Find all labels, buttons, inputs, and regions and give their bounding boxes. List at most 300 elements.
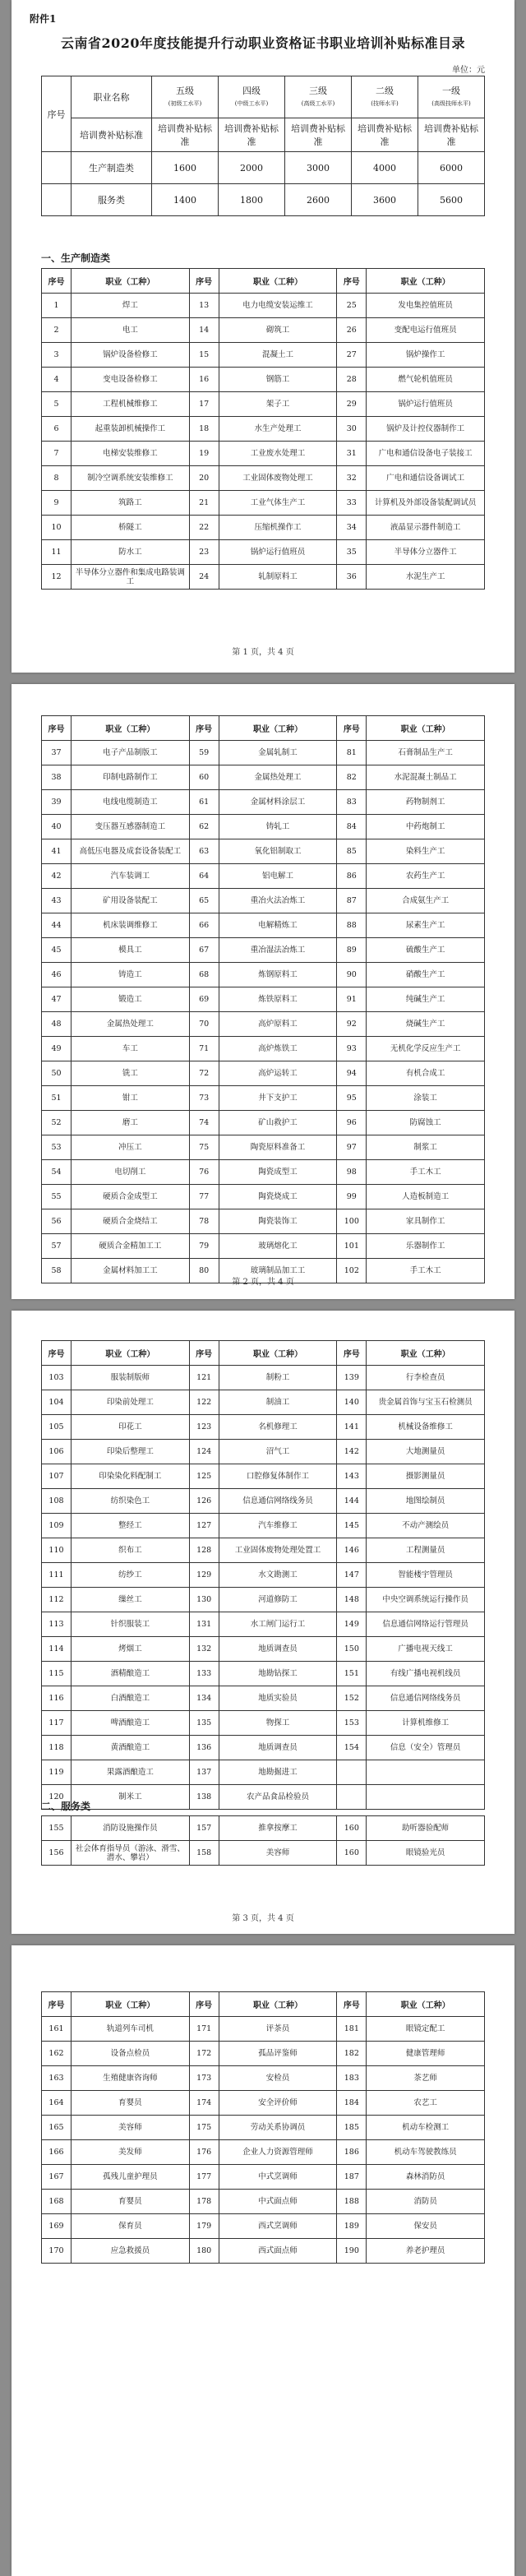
table-row [42, 1662, 485, 1686]
table-row [42, 864, 485, 889]
occupation-name: 机械设备维修工 [367, 1415, 485, 1440]
row-number: 107 [42, 1464, 72, 1489]
row-number: 32 [337, 466, 367, 491]
occupation-name: 尿素生产工 [367, 913, 485, 938]
table-row [42, 540, 485, 565]
row-number: 160 [337, 1841, 367, 1866]
table-row [42, 889, 485, 913]
row-number: 124 [189, 1440, 219, 1464]
table-row [42, 1185, 485, 1209]
occupation-name: 信息通信网络运行管理员 [367, 1612, 485, 1637]
row-number: 53 [42, 1135, 72, 1160]
col-header-job: 职业（工种） [72, 716, 190, 741]
subsidy-header: 培训费补贴标准 [352, 118, 418, 152]
row-number: 52 [42, 1111, 72, 1135]
row-number: 161 [42, 2017, 72, 2042]
occupation-name: 眼镜定配工 [367, 2017, 485, 2042]
table-row [42, 76, 485, 118]
row-number [337, 1760, 367, 1785]
row-number: 6 [42, 417, 72, 442]
occupation-name: 硝酸生产工 [367, 963, 485, 987]
row-number: 106 [42, 1440, 72, 1464]
occupation-name: 陶瓷烧成工 [219, 1185, 337, 1209]
occupation-name: 电线电缆制造工 [72, 790, 190, 815]
table-row [42, 1841, 485, 1866]
row-number: 46 [42, 963, 72, 987]
occupation-name: 铣工 [72, 1061, 190, 1086]
occupation-table [41, 715, 485, 1283]
occupation-name: 黄酒酿造工 [72, 1736, 190, 1760]
row-number: 156 [42, 1841, 72, 1866]
occupation-name: 无机化学反应生产工 [367, 1037, 485, 1061]
row-number: 189 [337, 2214, 367, 2239]
row-number: 92 [337, 1012, 367, 1037]
row-number: 163 [42, 2066, 72, 2091]
row-number: 58 [42, 1259, 72, 1283]
table-row [42, 913, 485, 938]
occupation-name: 炼钢原料工 [219, 963, 337, 987]
occupation-name: 电梯安装维修工 [72, 442, 190, 466]
table-row [42, 938, 485, 963]
row-number: 119 [42, 1760, 72, 1785]
row-number: 4 [42, 368, 72, 392]
row-number: 147 [337, 1563, 367, 1588]
row-number: 96 [337, 1111, 367, 1135]
row-number: 184 [337, 2091, 367, 2116]
row-number: 99 [337, 1185, 367, 1209]
table-row [42, 2116, 485, 2140]
row-number: 182 [337, 2042, 367, 2066]
occupation-name: 炼铁原料工 [219, 987, 337, 1012]
document-title: 云南省2020年度技能提升行动职业资格证书职业培训补贴标准目录 [60, 35, 466, 51]
subsidy-header: 培训费补贴标准 [285, 118, 352, 152]
occupation-name: 农艺工 [367, 2091, 485, 2116]
row-number: 41 [42, 839, 72, 864]
row-number: 24 [189, 565, 219, 590]
row-number: 111 [42, 1563, 72, 1588]
occupation-name: 高炉原料工 [219, 1012, 337, 1037]
row-number: 162 [42, 2042, 72, 2066]
occupation-name: 金属材料涂层工 [219, 790, 337, 815]
table-row [42, 1440, 485, 1464]
occupation-name: 水泥混凝土制品工 [367, 765, 485, 790]
col-header-no: 序号 [189, 716, 219, 741]
table-row [42, 2165, 485, 2190]
col-header-no: 序号 [337, 1992, 367, 2017]
row-number: 183 [337, 2066, 367, 2091]
row-number: 142 [337, 1440, 367, 1464]
occupation-name: 广播电视天线工 [367, 1637, 485, 1662]
table-row [42, 118, 485, 152]
occupation-name: 酒精酿造工 [72, 1662, 190, 1686]
occupation-name: 防水工 [72, 540, 190, 565]
col-header-job: 职业（工种） [367, 269, 485, 294]
level-header: 五级 (初级工水平) [152, 76, 219, 118]
row-number: 77 [189, 1185, 219, 1209]
occupation-name: 地勘掘进工 [219, 1760, 337, 1785]
row-number: 64 [189, 864, 219, 889]
occupation-name: 变配电运行值班员 [367, 318, 485, 343]
occupation-name: 机动车检测工 [367, 2116, 485, 2140]
occupation-name: 金属热处理工 [219, 765, 337, 790]
occupation-name: 高炉运转工 [219, 1061, 337, 1086]
row-number: 190 [337, 2239, 367, 2264]
row-number: 171 [189, 2017, 219, 2042]
occupation-name: 磨工 [72, 1111, 190, 1135]
row-number: 76 [189, 1160, 219, 1185]
row-number: 11 [42, 540, 72, 565]
subsidy-value: 2000 [219, 152, 285, 184]
occupation-name: 桥隧工 [72, 516, 190, 540]
row-number: 155 [42, 1816, 72, 1841]
table-header-row [42, 1341, 485, 1366]
row-number: 104 [42, 1390, 72, 1415]
row-number: 105 [42, 1415, 72, 1440]
row-number: 166 [42, 2140, 72, 2165]
page-1 [12, 0, 514, 673]
subsidy-header: 培训费补贴标准 [418, 118, 485, 152]
occupation-name: 口腔修复体制作工 [219, 1464, 337, 1489]
table-row [42, 1012, 485, 1037]
occupation-name: 铸造工 [72, 963, 190, 987]
table-row [42, 1086, 485, 1111]
table-row [42, 1111, 485, 1135]
row-number: 164 [42, 2091, 72, 2116]
row-number: 177 [189, 2165, 219, 2190]
occupation-name: 保育员 [72, 2214, 190, 2239]
occupation-name: 石膏制品生产工 [367, 741, 485, 765]
row-number: 125 [189, 1464, 219, 1489]
occupation-name: 架子工 [219, 392, 337, 417]
table-row [42, 1390, 485, 1415]
row-number: 56 [42, 1209, 72, 1234]
occupation-name: 信息通信网络线务员 [367, 1686, 485, 1711]
table-row [42, 2214, 485, 2239]
row-number: 79 [189, 1234, 219, 1259]
row-number: 18 [189, 417, 219, 442]
row-number: 59 [189, 741, 219, 765]
row-number: 21 [189, 491, 219, 516]
table-header-row [42, 1992, 485, 2017]
table-row [42, 2239, 485, 2264]
row-number: 115 [42, 1662, 72, 1686]
occupation-name: 摄影测量员 [367, 1464, 485, 1489]
occupation-name: 消防员 [367, 2190, 485, 2214]
occupation-name: 缫丝工 [72, 1588, 190, 1612]
row-number: 188 [337, 2190, 367, 2214]
row-number: 131 [189, 1612, 219, 1637]
row-number: 181 [337, 2017, 367, 2042]
col-header-job: 职业（工种） [219, 1992, 337, 2017]
row-number: 129 [189, 1563, 219, 1588]
col-header-no: 序号 [337, 716, 367, 741]
occupation-name: 涂装工 [367, 1086, 485, 1111]
col-header-no: 序号 [42, 1341, 72, 1366]
occupation-name: 重冶湿法冶炼工 [219, 938, 337, 963]
occupation-name: 玻璃制品加工工 [219, 1259, 337, 1283]
row-number: 17 [189, 392, 219, 417]
row-number: 151 [337, 1662, 367, 1686]
row-number: 49 [42, 1037, 72, 1061]
row-number: 180 [189, 2239, 219, 2264]
row-number: 35 [337, 540, 367, 565]
row-number: 95 [337, 1086, 367, 1111]
occupation-name: 制浆工 [367, 1135, 485, 1160]
occupation-name: 硬质合金成型工 [72, 1185, 190, 1209]
col-header-no: 序号 [42, 716, 72, 741]
section-heading: 二、服务类 [41, 1801, 91, 1812]
row-number: 127 [189, 1514, 219, 1538]
row-number: 60 [189, 765, 219, 790]
row-number: 31 [337, 442, 367, 466]
row-number: 71 [189, 1037, 219, 1061]
table-row [42, 1489, 485, 1514]
occupation-name [367, 1760, 485, 1785]
row-number: 7 [42, 442, 72, 466]
occupation-name: 计算机维修工 [367, 1711, 485, 1736]
page-4 [12, 1945, 514, 2576]
col-header-no: 序号 [337, 1341, 367, 1366]
occupation-name: 电切削工 [72, 1160, 190, 1185]
table-row [42, 466, 485, 491]
col-header-job: 职业（工种） [219, 716, 337, 741]
occupation-name: 中式面点师 [219, 2190, 337, 2214]
table-row [42, 184, 485, 216]
row-number: 25 [337, 294, 367, 318]
occupation-name: 液晶显示器件制造工 [367, 516, 485, 540]
occupation-table [41, 1991, 485, 2264]
occupation-name: 地质实验员 [219, 1686, 337, 1711]
occupation-name: 设备点检员 [72, 2042, 190, 2066]
occupation-name: 评茶员 [219, 2017, 337, 2042]
row-number: 114 [42, 1637, 72, 1662]
row-number: 132 [189, 1637, 219, 1662]
occupation-name: 高炉炼铁工 [219, 1037, 337, 1061]
occupation-name: 锅炉操作工 [367, 343, 485, 368]
row-number: 144 [337, 1489, 367, 1514]
occupation-name: 高低压电器及成套设备装配工 [72, 839, 190, 864]
occupation-name: 水泥生产工 [367, 565, 485, 590]
occupation-name: 健康管理师 [367, 2042, 485, 2066]
occupation-name: 印制电路制作工 [72, 765, 190, 790]
row-number: 120 [42, 1785, 72, 1810]
table-row [42, 741, 485, 765]
category-name: 生产制造类 [72, 152, 152, 184]
row-number: 113 [42, 1612, 72, 1637]
table-row [42, 1415, 485, 1440]
col-header-job: 职业（工种） [367, 716, 485, 741]
occupation-name: 矿山救护工 [219, 1111, 337, 1135]
seq-header: 序号 [42, 76, 72, 152]
row-number: 174 [189, 2091, 219, 2116]
row-number: 34 [337, 516, 367, 540]
row-number: 98 [337, 1160, 367, 1185]
row-number: 50 [42, 1061, 72, 1086]
subsidy-value: 3000 [285, 152, 352, 184]
occupation-name: 不动产测绘员 [367, 1514, 485, 1538]
col-header-no: 序号 [189, 269, 219, 294]
row-number: 40 [42, 815, 72, 839]
occupation-name: 燃气轮机值班员 [367, 368, 485, 392]
table-row [42, 516, 485, 540]
row-number: 112 [42, 1588, 72, 1612]
occupation-name: 白酒酿造工 [72, 1686, 190, 1711]
occupation-name: 果露酒酿造工 [72, 1760, 190, 1785]
occupation-name: 车工 [72, 1037, 190, 1061]
table-row [42, 2140, 485, 2165]
row-number: 45 [42, 938, 72, 963]
col-header-job: 职业（工种） [72, 1992, 190, 2017]
table-row [42, 368, 485, 392]
occupation-name: 信息（安全）管理员 [367, 1736, 485, 1760]
subsidy-header: 培训费补贴标准 [152, 118, 219, 152]
row-number: 3 [42, 343, 72, 368]
row-number: 108 [42, 1489, 72, 1514]
occupation-name: 半导体分立器件工 [367, 540, 485, 565]
row-number: 28 [337, 368, 367, 392]
occupation-name: 工业废水处理工 [219, 442, 337, 466]
row-number: 70 [189, 1012, 219, 1037]
table-row [42, 2091, 485, 2116]
row-number: 123 [189, 1415, 219, 1440]
row-number: 86 [337, 864, 367, 889]
row-number: 48 [42, 1012, 72, 1037]
occupation-name: 地质调查员 [219, 1637, 337, 1662]
occupation-name: 服装制版师 [72, 1366, 190, 1390]
occupation-name: 育婴员 [72, 2190, 190, 2214]
occupation-name: 汽车维修工 [219, 1514, 337, 1538]
service-occupation-table [41, 1815, 485, 1866]
occupation-name: 地图绘制员 [367, 1489, 485, 1514]
occupation-name: 工业固体废物处理工 [219, 466, 337, 491]
table-row [42, 1711, 485, 1736]
table-row [42, 343, 485, 368]
col-header-no: 序号 [42, 1992, 72, 2017]
occupation-name: 针织服装工 [72, 1612, 190, 1637]
row-number: 19 [189, 442, 219, 466]
occupation-name: 电子产品制版工 [72, 741, 190, 765]
subsidy-header: 培训费补贴标准 [219, 118, 285, 152]
occupation-name: 电力电缆安装运维工 [219, 294, 337, 318]
row-number: 80 [189, 1259, 219, 1283]
occupation-name: 纺纱工 [72, 1563, 190, 1588]
unit-label: 单位：元 [452, 66, 485, 75]
row-number: 57 [42, 1234, 72, 1259]
col-header-no: 序号 [337, 269, 367, 294]
col-header-no: 序号 [42, 269, 72, 294]
row-number: 5 [42, 392, 72, 417]
subsidy-value: 1400 [152, 184, 219, 216]
table-row [42, 1061, 485, 1086]
row-number: 186 [337, 2140, 367, 2165]
row-number: 170 [42, 2239, 72, 2264]
occupation-name: 中药炮制工 [367, 815, 485, 839]
occupation-name: 重冶火法冶炼工 [219, 889, 337, 913]
row-number: 153 [337, 1711, 367, 1736]
occupation-name: 轧制原料工 [219, 565, 337, 590]
occupation-name: 生殖健康咨询师 [72, 2066, 190, 2091]
table-row [42, 2017, 485, 2042]
occupation-name: 西式面点师 [219, 2239, 337, 2264]
table-row [42, 1366, 485, 1390]
table-row [42, 1160, 485, 1185]
row-number: 149 [337, 1612, 367, 1637]
subsidy-header: 培训费补贴标准 [72, 118, 152, 152]
subsidy-value: 2600 [285, 184, 352, 216]
subsidy-standard-table [41, 76, 485, 216]
level-header: 二级 (技师水平) [352, 76, 418, 118]
occupation-name: 安检员 [219, 2066, 337, 2091]
occupation-name: 印花工 [72, 1415, 190, 1440]
occupation-name: 沼气工 [219, 1440, 337, 1464]
row-number: 143 [337, 1464, 367, 1489]
row-number: 167 [42, 2165, 72, 2190]
row-number: 51 [42, 1086, 72, 1111]
row-number: 110 [42, 1538, 72, 1563]
occupation-name: 制粉工 [219, 1366, 337, 1390]
occupation-name: 陶瓷装饰工 [219, 1209, 337, 1234]
row-number: 23 [189, 540, 219, 565]
row-number: 47 [42, 987, 72, 1012]
subsidy-value: 5600 [418, 184, 485, 216]
row-number: 122 [189, 1390, 219, 1415]
row-number: 121 [189, 1366, 219, 1390]
occupation-name: 贵金属首饰与宝玉石检测员 [367, 1390, 485, 1415]
row-number: 94 [337, 1061, 367, 1086]
subsidy-value: 6000 [418, 152, 485, 184]
row-number: 100 [337, 1209, 367, 1234]
row-number: 175 [189, 2116, 219, 2140]
occupation-name: 陶瓷原料准备工 [219, 1135, 337, 1160]
category-name: 服务类 [72, 184, 152, 216]
row-number: 160 [337, 1816, 367, 1841]
occupation-name: 地质调查员 [219, 1736, 337, 1760]
occupation-name: 压缩机操作工 [219, 516, 337, 540]
occupation-name: 眼镜验光员 [367, 1841, 485, 1866]
row-number: 83 [337, 790, 367, 815]
occupation-name: 陶瓷成型工 [219, 1160, 337, 1185]
table-row [42, 2066, 485, 2091]
occupation-name: 社会体育指导员（游泳、滑雪、潜水、攀岩） [72, 1841, 190, 1866]
occupation-name: 美发师 [72, 2140, 190, 2165]
col-header-job: 职业（工种） [367, 1341, 485, 1366]
row-number: 67 [189, 938, 219, 963]
row-number: 27 [337, 343, 367, 368]
occupation-name: 手工木工 [367, 1259, 485, 1283]
occupation-name: 玻璃熔化工 [219, 1234, 337, 1259]
occupation-name: 助听器验配师 [367, 1816, 485, 1841]
occupation-name: 药物制剂工 [367, 790, 485, 815]
occupation-name: 制冷空调系统安装维修工 [72, 466, 190, 491]
row-number: 179 [189, 2214, 219, 2239]
occupation-name: 发电集控值班员 [367, 294, 485, 318]
table-row [42, 1464, 485, 1489]
occupation-name: 混凝土工 [219, 343, 337, 368]
row-number: 16 [189, 368, 219, 392]
occupation-name: 地勘钻探工 [219, 1662, 337, 1686]
occupation-name: 物探工 [219, 1711, 337, 1736]
occupation-name: 美容师 [219, 1841, 337, 1866]
row-number: 136 [189, 1736, 219, 1760]
occupation-name: 广电和通信设备电子装接工 [367, 442, 485, 466]
occupation-name: 机动车驾驶教练员 [367, 2140, 485, 2165]
row-number: 87 [337, 889, 367, 913]
occupation-name: 井下支护工 [219, 1086, 337, 1111]
occupation-name: 中央空调系统运行操作员 [367, 1588, 485, 1612]
occupation-name: 水文勘测工 [219, 1563, 337, 1588]
occupation-name: 砌筑工 [219, 318, 337, 343]
occupation-name: 河道修防工 [219, 1588, 337, 1612]
